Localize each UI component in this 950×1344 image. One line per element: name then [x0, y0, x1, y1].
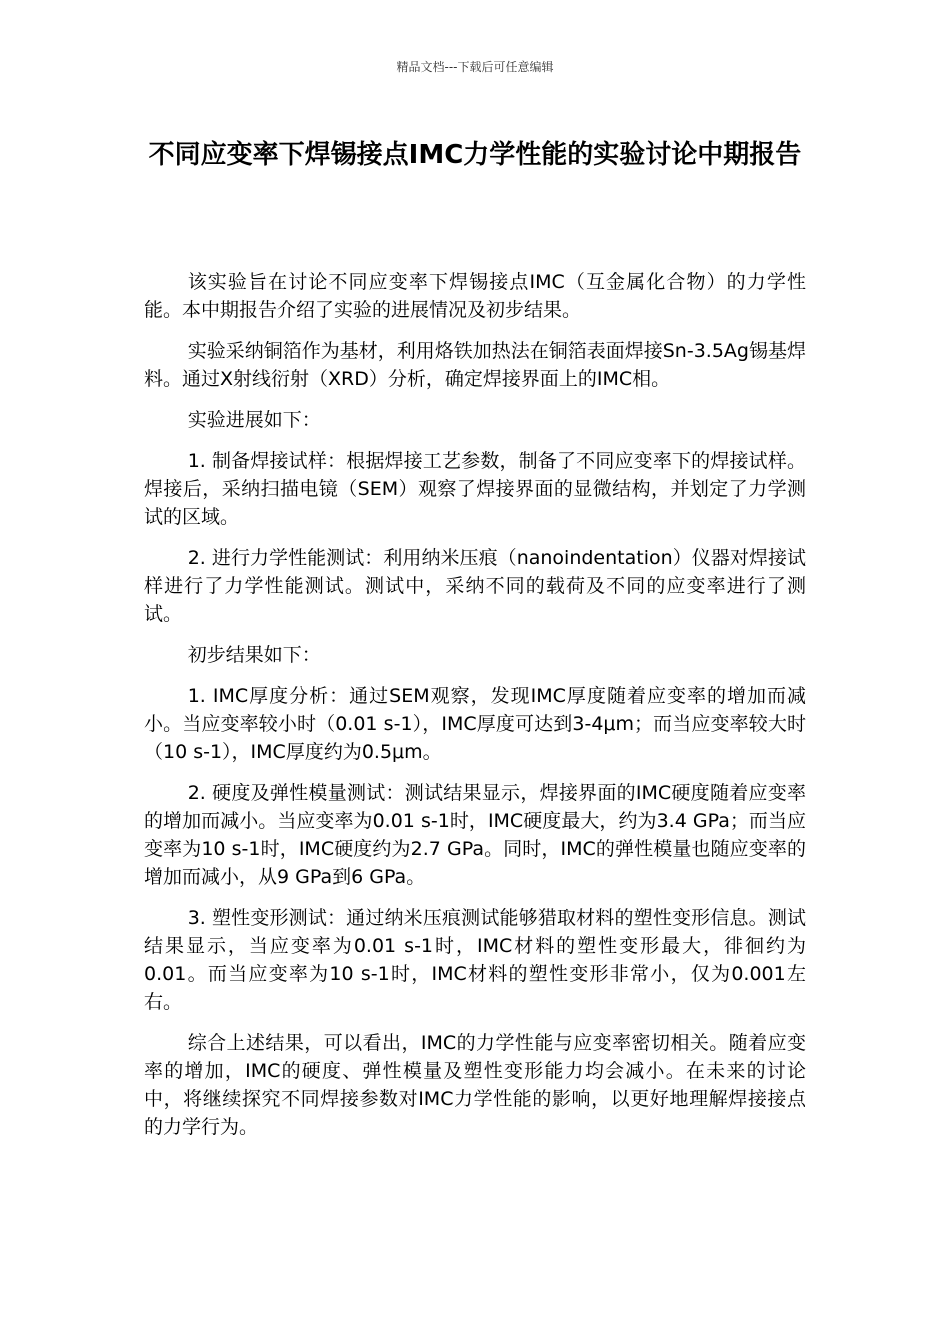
document-title: 不同应变率下焊锡接点IMC力学性能的实验讨论中期报告	[148, 140, 802, 170]
paragraph-method: 实验采纳铜箔作为基材，利用烙铁加热法在铜箔表面焊接Sn-3.5Ag锡基焊料。通过X射线衍射（XRD）分析，确定焊接界面上的IMC相。	[144, 340, 806, 390]
header-note: 精品文档---下载后可任意编辑	[396, 60, 554, 74]
paragraph-results-heading: 初步结果如下：	[187, 644, 321, 666]
paragraph-result-item-3: 3. 塑性变形测试：通过纳米压痕测试能够猎取材料的塑性变形信息。测试结果显示，当应变率为0.01 s-1时，IMC材料的塑性变形最大，徘徊约为0.01。而当应变率为10 s-1时，IMC材料的塑性变形非常小，仅为0.001左右。	[144, 907, 806, 1013]
document-body	[144, 268, 806, 1154]
paragraph-progress-heading: 实验进展如下：	[187, 409, 321, 431]
paragraph-intro: 该实验旨在讨论不同应变率下焊锡接点IMC（互金属化合物）的力学性能。本中期报告介绍了实验的进展情况及初步结果。	[144, 271, 806, 321]
paragraph-result-item-1: 1. IMC厚度分析：通过SEM观察，发现IMC厚度随着应变率的增加而减小。当应变率较小时（0.01 s-1），IMC厚度可达到3-4μm；而当应变率较大时（10 s-1），IMC厚度约为0.5μm。	[144, 685, 806, 763]
paragraph-progress-item-2: 2. 进行力学性能测试：利用纳米压痕（nanoindentation）仪器对焊接试样进行了力学性能测试。测试中，采纳不同的载荷及不同的应变率进行了测试。	[144, 547, 806, 625]
paragraph-conclusion: 综合上述结果，可以看出，IMC的力学性能与应变率密切相关。随着应变率的增加，IMC的硬度、弹性模量及塑性变形能力均会减小。在未来的讨论中，将继续探究不同焊接参数对IMC力学性能的影响，以更好地理解焊接接点的力学行为。	[144, 1032, 806, 1138]
paragraph-progress-item-1: 1. 制备焊接试样：根据焊接工艺参数，制备了不同应变率下的焊接试样。焊接后，采纳扫描电镜（SEM）观察了焊接界面的显微结构，并划定了力学测试的区域。	[144, 450, 806, 528]
paragraph-result-item-2: 2. 硬度及弹性模量测试：测试结果显示，焊接界面的IMC硬度随着应变率的增加而减小。当应变率为0.01 s-1时，IMC硬度最大，约为3.4 GPa；而当应变率为10 s-1时，IMC硬度约为2.7 GPa。同时，IMC的弹性模量也随应变率的增加而减小，从9 GPa到6 GPa。	[144, 782, 806, 888]
